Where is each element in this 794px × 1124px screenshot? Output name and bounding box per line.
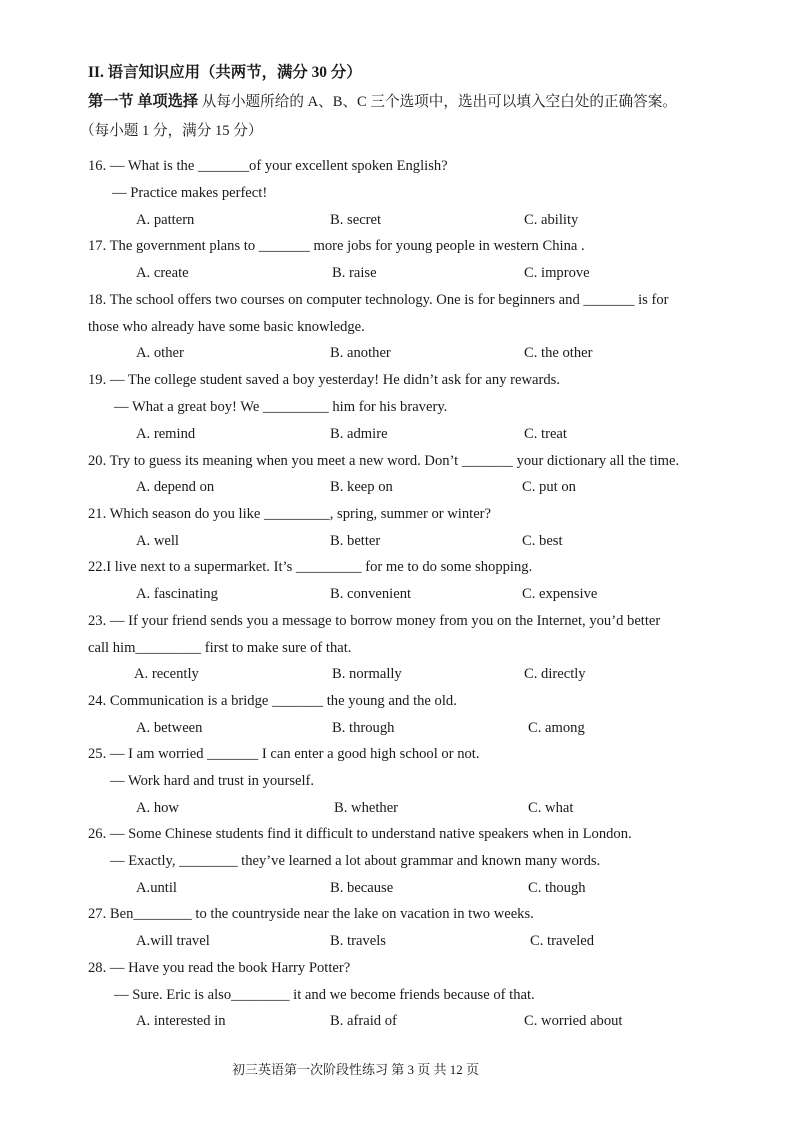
question-stem: 26. — Some Chinese students find it difficult to understand native speakers when in London.	[88, 826, 632, 842]
question-stem: 21. Which season do you like _________, spring, summer or winter?	[88, 506, 492, 522]
option-a: A. other	[136, 345, 184, 361]
option-a: A. fascinating	[136, 586, 218, 602]
question-dialogue: — Practice makes perfect!	[112, 185, 268, 201]
section-title: II. 语言知识应用（共两节，满分 30 分）	[88, 64, 362, 81]
question-stem: 19. — The college student saved a boy yesterday! He didn’t ask for any rewards.	[88, 372, 560, 388]
option-a: A. pattern	[136, 212, 195, 228]
question-stem: 27. Ben________ to the countryside near the lake on vacation in two weeks.	[88, 906, 534, 922]
option-b: B. better	[330, 533, 381, 549]
option-b: B. afraid of	[330, 1013, 397, 1029]
option-a: A. create	[136, 265, 189, 281]
instruction-text: 从每小题所给的 A、B、C 三个选项中，选出可以填入空白处的正确答案。	[201, 94, 677, 110]
option-a: A.will travel	[136, 933, 210, 949]
option-c: C. directly	[524, 666, 586, 682]
option-b: B. whether	[334, 800, 399, 816]
question-stem: 24. Communication is a bridge _______ the young and the old.	[88, 693, 457, 709]
question-stem-continued: call him_________ first to make sure of that.	[88, 640, 352, 656]
option-b: B. normally	[332, 666, 402, 682]
option-a: A. depend on	[136, 479, 215, 495]
option-c: C. what	[528, 800, 574, 816]
option-a: A. between	[136, 720, 203, 736]
option-b: B. admire	[330, 426, 388, 442]
option-b: B. because	[330, 880, 394, 896]
question-stem: 16. — What is the _______of your excellent spoken English?	[88, 158, 448, 174]
question-stem: 20. Try to guess its meaning when you meet a new word. Don’t _______ your dictionary all the time.	[88, 453, 680, 469]
option-a: A. how	[136, 800, 179, 816]
option-c: C. among	[528, 720, 585, 736]
option-b: B. convenient	[330, 586, 412, 602]
option-b: B. raise	[332, 265, 377, 281]
option-b: B. secret	[330, 212, 382, 228]
option-a: A. well	[136, 533, 179, 549]
question-stem: 22.I live next to a supermarket. It’s _________ for me to do some shopping.	[88, 559, 533, 575]
option-c: C. put on	[522, 479, 576, 495]
question-dialogue: — Sure. Eric is also________ it and we become friends because of that.	[114, 987, 535, 1003]
question-dialogue: — Work hard and trust in yourself.	[110, 773, 315, 789]
option-b: B. keep on	[330, 479, 393, 495]
option-c: C. best	[522, 533, 563, 549]
question-stem: 17. The government plans to _______ more jobs for young people in western China .	[88, 238, 585, 254]
option-b: B. travels	[330, 933, 386, 949]
part-label: 第一节 单项选择	[88, 93, 199, 110]
question-stem: 18. The school offers two courses on computer technology. One is for beginners and _______ is for	[88, 292, 669, 308]
question-stem: 23. — If your friend sends you a message to borrow money from you on the Internet, you’d better	[88, 613, 661, 629]
option-a: A. interested in	[136, 1013, 226, 1029]
option-c: C. though	[528, 880, 586, 896]
option-c: C. worried about	[524, 1013, 623, 1029]
option-c: C. ability	[524, 212, 579, 228]
option-a: A.until	[136, 880, 177, 896]
option-a: A. remind	[136, 426, 196, 442]
question-dialogue: — What a great boy! We _________ him for his bravery.	[114, 399, 448, 415]
question-dialogue: — Exactly, ________ they’ve learned a lot about grammar and known many words.	[110, 853, 601, 869]
option-c: C. expensive	[522, 586, 598, 602]
question-stem: 28. — Have you read the book Harry Potter?	[88, 960, 351, 976]
option-b: B. through	[332, 720, 395, 736]
question-stem-continued: those who already have some basic knowledge.	[88, 319, 365, 335]
option-a: A. recently	[134, 666, 199, 682]
option-c: C. the other	[524, 345, 593, 361]
question-stem: 25. — I am worried _______ I can enter a good high school or not.	[88, 746, 480, 762]
option-c: C. improve	[524, 265, 590, 281]
section-instruction-line	[88, 92, 794, 112]
page-footer: 初三英语第一次阶段性练习 第 3 页 共 12 页	[232, 1062, 480, 1077]
option-c: C. treat	[524, 426, 567, 442]
option-c: C. traveled	[530, 933, 595, 949]
option-b: B. another	[330, 345, 391, 361]
score-note: （每小题 1 分，满分 15 分）	[80, 123, 263, 139]
